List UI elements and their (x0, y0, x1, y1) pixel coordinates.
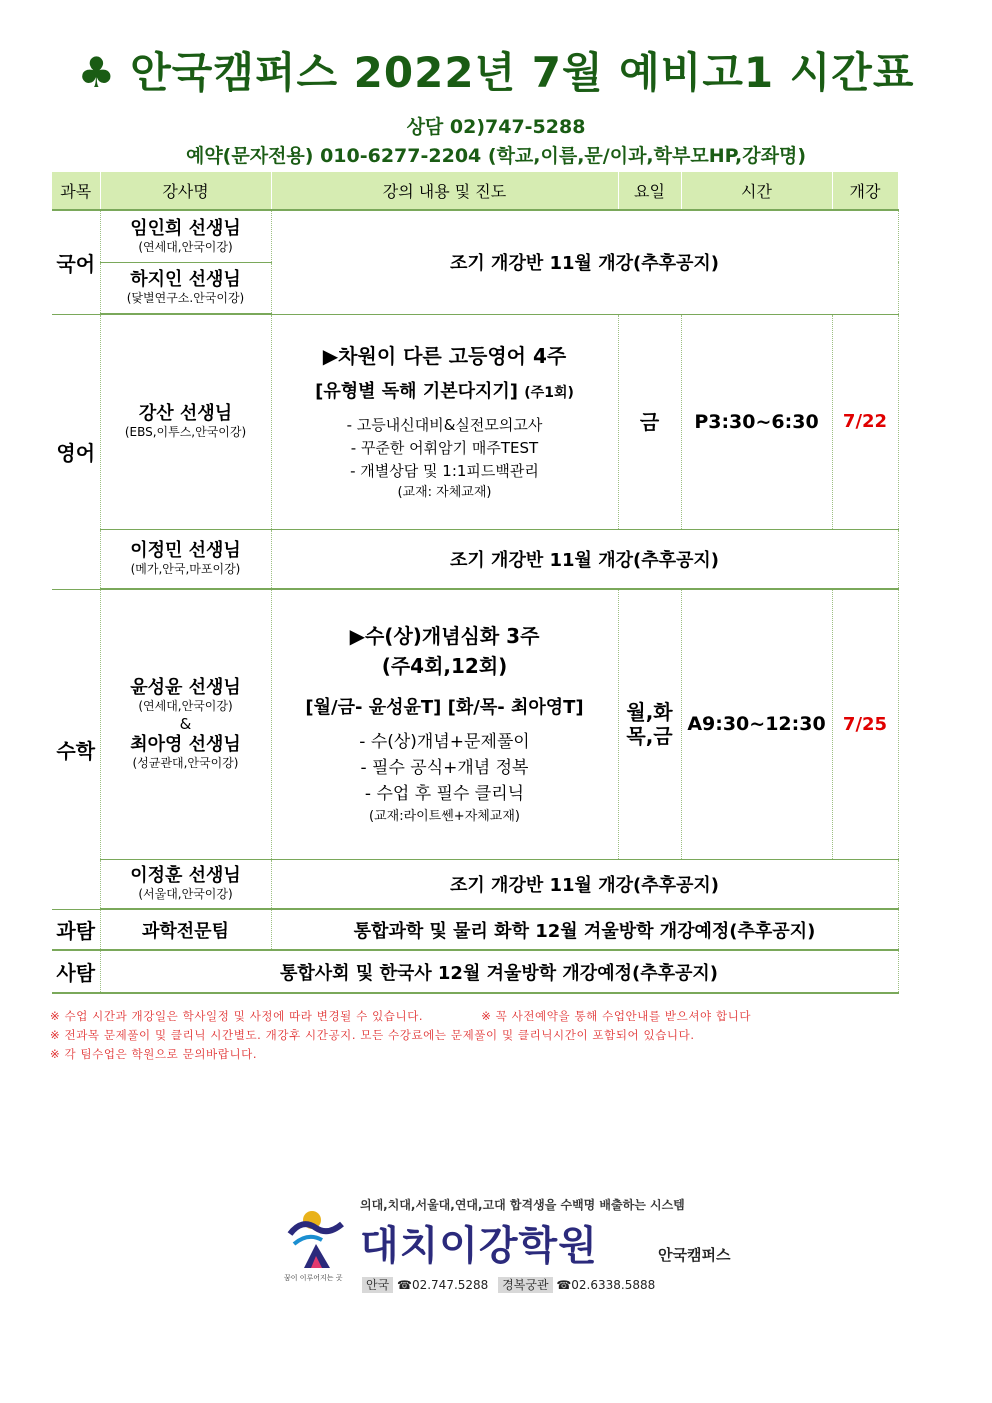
teacher-name: 하지인 선생님 (130, 269, 241, 291)
header-teacher: 강사명 (100, 172, 271, 210)
footnote-line: ※ 각 팀수업은 학원으로 문의바랍니다. (50, 1047, 258, 1061)
teacher-credentials: (성균관대,안국이강) (132, 756, 239, 771)
teacher-name: 이정민 선생님 (130, 540, 241, 562)
table-row (52, 210, 898, 262)
teacher-cell (100, 210, 271, 262)
course-book: (교재: 자체교재) (397, 484, 492, 500)
table-row (52, 589, 898, 859)
club-icon: ♣ (77, 48, 117, 97)
footnote-line (50, 1007, 950, 1026)
course-items (272, 414, 618, 483)
course-title: ▶수(상)개념심화 3주 (349, 624, 540, 649)
header-open: 개강 (832, 172, 898, 210)
course-time: P3:30~6:30 (681, 314, 832, 529)
teacher-name: 최아영 선생님 (130, 734, 241, 756)
branch-phones (362, 1276, 655, 1293)
course-title: ▶차원이 다른 고등영어 4주 (322, 343, 567, 368)
course-day-cell (618, 589, 681, 859)
title-text: 안국캠퍼스 2022년 7월 예비고1 시간표 (130, 48, 915, 97)
course-day: 금 (618, 314, 681, 529)
subject-math: 수학 (52, 589, 100, 909)
course-item: - 수업 후 필수 클리닉 (364, 784, 525, 805)
course-item: - 고등내신대비&실전모의고사 (346, 415, 543, 434)
branch-phone: ☎02.6338.5888 (556, 1278, 656, 1292)
social-notice: 통합사회 및 한국사 12월 겨울방학 개강예정(추후공지) (100, 950, 898, 993)
table-row (52, 950, 898, 993)
subject-korean: 국어 (52, 210, 100, 314)
subject-science: 과탐 (52, 909, 100, 950)
teacher-ampersand: & (179, 715, 192, 734)
teacher-name: 이정훈 선생님 (130, 865, 241, 887)
course-subtitle (272, 377, 618, 408)
teacher-cell (100, 859, 271, 909)
table-row (52, 314, 898, 529)
footnote-text: ※ 꼭 사전예약을 통해 수업안내를 받으셔야 합니다 (481, 1009, 752, 1023)
logo-brand: 대치이강학원 (360, 1223, 598, 1269)
course-frequency: (주1회) (524, 384, 574, 401)
math-notice: 조기 개강반 11월 개강(추후공지) (271, 859, 898, 909)
header-time: 시간 (681, 172, 832, 210)
table-row (52, 909, 898, 950)
teacher-credentials: (연세대,안국이강) (138, 699, 233, 714)
teacher-credentials: (닻별연구소.안국이강) (126, 291, 245, 306)
header-content: 강의 내용 및 진도 (271, 172, 618, 210)
footnote-line: ※ 전과목 문제풀이 및 클리닉 시간별도. 개강후 시간공지. 모든 수강료에는 문제풀이 및 클리닉시간이 포함되어 있습니다. (50, 1028, 695, 1042)
footnotes (50, 1007, 950, 1064)
course-title-2: (주4회,12회) (381, 654, 508, 679)
academy-logo (282, 1192, 762, 1302)
teacher-cell (100, 589, 271, 859)
logo-slogan: 의대,치대,서울대,연대,고대 합격생을 수백명 배출하는 시스템 (360, 1198, 685, 1212)
english-notice: 조기 개강반 11월 개강(추후공지) (271, 529, 898, 589)
table-row (52, 859, 898, 909)
course-subtitle-text: [유형별 독해 기본다지기] (315, 380, 518, 402)
teacher-cell (100, 262, 271, 314)
header-day: 요일 (618, 172, 681, 210)
course-items (272, 729, 618, 807)
branch-phone: ☎02.747.5288 (397, 1278, 489, 1292)
teacher-name: 윤성윤 선생님 (130, 677, 241, 699)
teacher-cell (100, 529, 271, 589)
course-cell (271, 589, 618, 859)
reservation-info: 예약(문자전용) 010-6277-2204 (학교,이름,문/이과,학부모HP,강좌명) (185, 145, 807, 167)
table-header-row (52, 172, 898, 210)
subject-english: 영어 (52, 314, 100, 589)
subject-social: 사탐 (52, 950, 100, 993)
course-time: A9:30~12:30 (681, 589, 832, 859)
course-cell (271, 314, 618, 529)
science-notice: 통합과학 및 물리 화학 12월 겨울방학 개강예정(추후공지) (271, 909, 898, 950)
course-item: - 개별상담 및 1:1피드백관리 (350, 461, 539, 480)
schedule-table (52, 172, 899, 994)
footnote-text: ※ 수업 시간과 개강일은 학사일정 및 사정에 따라 변경될 수 있습니다. (50, 1009, 424, 1023)
science-teacher: 과학전문팀 (100, 909, 271, 950)
teacher-credentials: (EBS,이투스,안국이강) (124, 425, 247, 440)
teacher-credentials: (메가,안국,마포이강) (130, 562, 241, 577)
branch-tag: 경복궁관 (498, 1277, 552, 1293)
course-open-date: 7/22 (832, 314, 898, 529)
course-subtitle: [월/금- 윤성윤T] [화/목- 최아영T] (305, 697, 584, 719)
emblem-caption: 꿈이 이루어지는 곳 (284, 1274, 343, 1282)
teacher-credentials: (서울대,안국이강) (138, 887, 233, 902)
table-row (52, 529, 898, 589)
korean-notice: 조기 개강반 11월 개강(추후공지) (271, 210, 898, 314)
academy-emblem-icon (282, 1204, 352, 1284)
course-day: 목,금 (626, 724, 673, 749)
logo-campus: 안국캠퍼스 (658, 1246, 731, 1264)
teacher-name: 임인희 선생님 (130, 217, 241, 239)
consult-phone: 상담 02)747-5288 (406, 116, 586, 138)
course-open-date: 7/25 (832, 589, 898, 859)
header-subject: 과목 (52, 172, 100, 210)
page-title (0, 40, 992, 100)
course-book: (교재:라이트쎈+자체교재) (369, 809, 520, 825)
teacher-credentials: (연세대,안국이강) (138, 239, 233, 254)
teacher-name: 강산 선생님 (138, 403, 233, 425)
teacher-cell (100, 314, 271, 529)
course-item: - 꾸준한 어휘암기 매주TEST (350, 438, 539, 457)
course-day: 월,화 (626, 700, 673, 725)
branch-tag: 안국 (362, 1277, 393, 1293)
course-item: - 필수 공식+개념 정복 (360, 758, 529, 779)
course-item: - 수(상)개념+문제풀이 (359, 732, 530, 753)
